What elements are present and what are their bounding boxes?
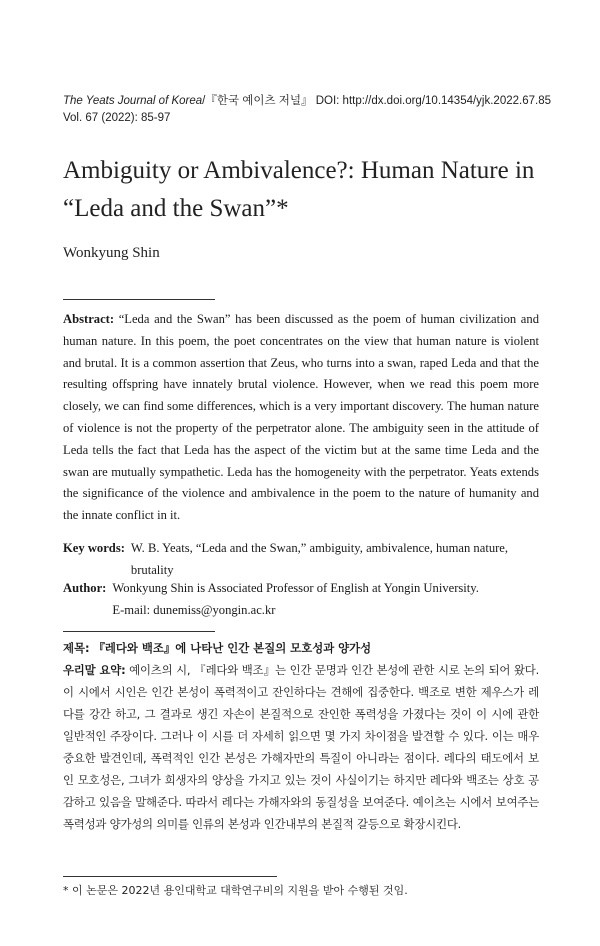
english-abstract: [63, 309, 539, 527]
author-email[interactable]: E-mail: dunemiss@yongin.ac.kr: [112, 602, 276, 617]
journal-name: The Yeats Journal of Korea: [63, 95, 203, 107]
korean-title: 제목: 『레다와 백조』에 나타난 인간 본질의 모호성과 양가성: [63, 641, 372, 655]
author-label: Author:: [63, 581, 107, 595]
korean-abstract-label: 우리말 요약:: [63, 663, 126, 677]
keywords-label: Key words:: [63, 541, 125, 555]
abstract-label: Abstract:: [63, 312, 115, 326]
doi-link[interactable]: DOI: http://dx.doi.org/10.14354/yjk.2022.67.85: [312, 95, 551, 107]
keywords-section: [63, 538, 539, 581]
divider: [63, 631, 215, 632]
volume-info: Vol. 67 (2022): 85-97: [63, 112, 171, 124]
divider: [63, 299, 215, 300]
journal-korean-name: /『한국 예이츠 저널』: [202, 95, 313, 107]
footnote-divider: [63, 876, 277, 877]
article-title: Ambiguity or Ambivalence?: Human Nature in “Leda and the Swan”*: [63, 157, 535, 222]
article-author: Wonkyung Shin: [63, 245, 160, 261]
author-affiliation: Wonkyung Shin is Associated Professor of English at Yongin University.: [112, 581, 479, 595]
korean-abstract-text: 예이츠의 시, 『레다와 백조』는 인간 문명과 인간 본성에 관한 시로 논의 되어 왔다. 이 시에서 시인은 인간 본성이 폭력적이고 잔인하다는 견해에 집중한다. 백조로 변한 제우스가 레다를 강간 하고, 그 결과로 생긴 자손이 본질적으로 잔인한 폭력성을 가졌다는 것이 이 시에 관한 일반적인 주장이다. 그러나 이 시를 더 자세히 읽으면 몇 가지 차이점을 발견할 수 있다. 이는 매우 중요한 발견인데, 폭력적인 인간 본성은 가해자만의 특질이 아니라는 점이다. 레다의 태도에서 보인 모호성은, 그녀가 희생자의 양상을 가지고 있는 것이 사실이기는 하지만 레다와 백조는 상호 공감하고 있음을 말해준다. 따라서 레다는 가해자와의 동질성을 보여준다. 예이츠는 시에서 보여주는 폭력성과 양가성의 의미를 인류의 본성과 인간내부의 본질적 갈등으로 확장시킨다.: [63, 663, 539, 831]
citation-line: [63, 93, 563, 110]
author-section: [63, 578, 539, 621]
keywords-text: W. B. Yeats, “Leda and the Swan,” ambiguity, ambivalence, human nature, brutality: [130, 541, 509, 577]
journal-header: [63, 93, 563, 127]
footnote: * 이 논문은 2022년 용인대학교 대학연구비의 지원을 받아 수행된 것임.: [63, 884, 408, 897]
abstract-text: “Leda and the Swan” has been discussed as the poem of human civilization and human nature. In this poem, the poet concentrates on the view that human nature is violent and brutal. It is a common assertion that Zeus, who turns into a swan, raped Leda and that the resulting offspring have innately brutal violence. However, when we read this poem more closely, we can find some differences, which is a very important discovery. The human nature of violence is not the property of the perpetrator alone. The ambiguity seen in the attitude of Leda tells the fact that Leda has the aspect of the victim but at the same time Leda and the swan are mutually sympathetic. Leda has the homogeneity with the perpetrator. Yeats extends the significance of the violence and ambivalence in the poem to the nature of humanity and the innate conflict in it.: [63, 312, 539, 523]
korean-abstract: [63, 659, 539, 835]
